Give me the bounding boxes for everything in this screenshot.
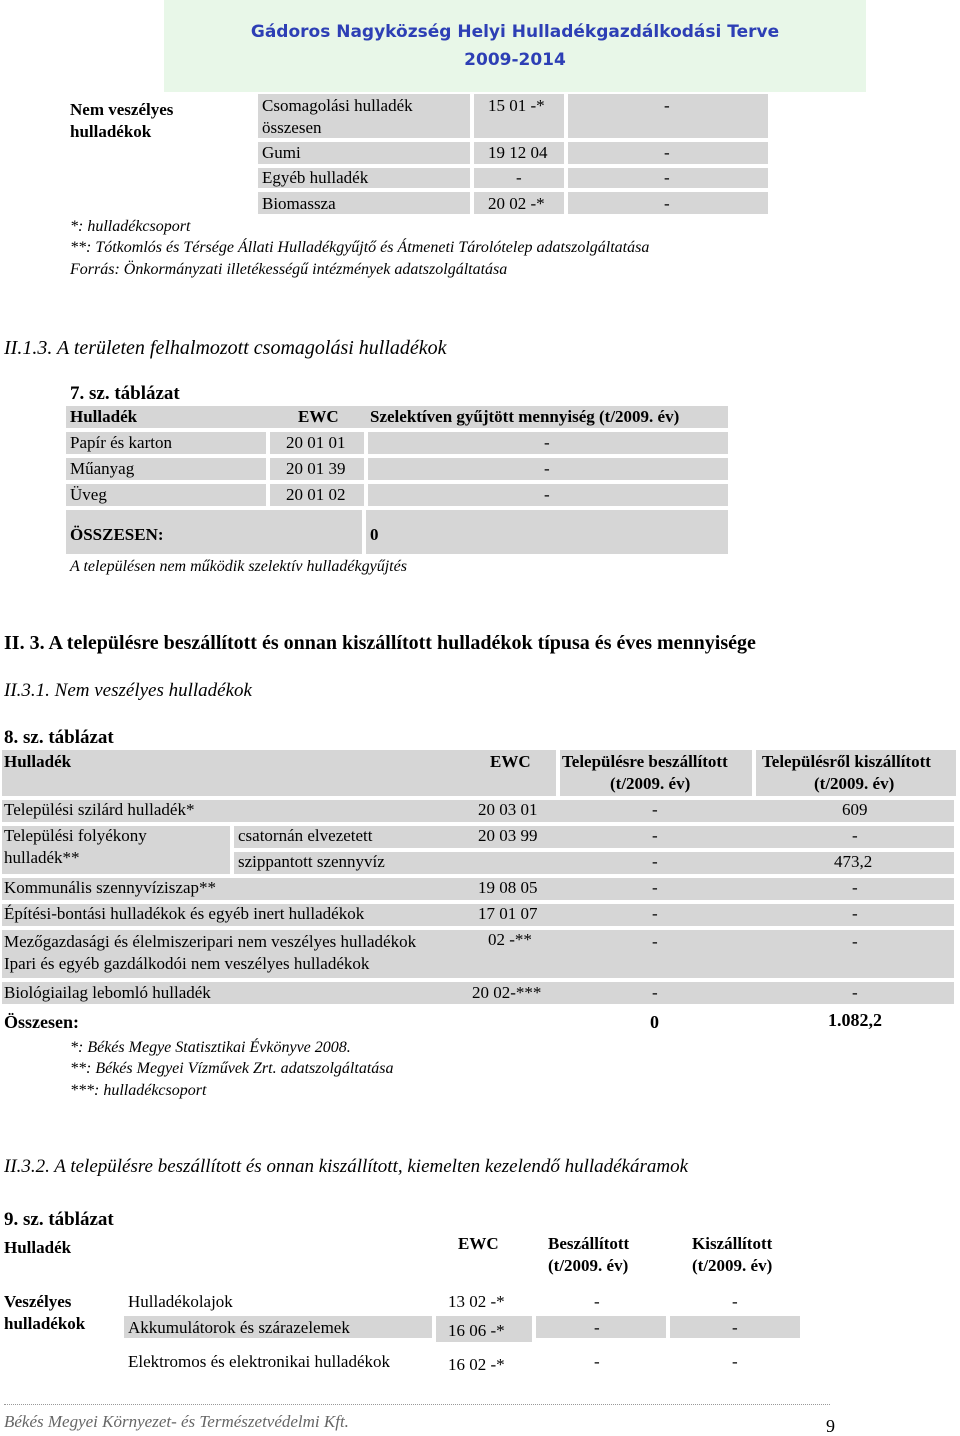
- t8-row3-name: Kommunális szennyvíziszap**: [4, 878, 216, 897]
- section-heading-ii-3: II. 3. A településre beszállított és onnan kiszállított hulladékok típusa és éves mennyisége: [4, 632, 756, 654]
- t8-row5-name-2: Ipari és egyéb gazdálkodói nem veszélyes hulladékok: [4, 954, 370, 973]
- t7-row1-val: -: [544, 433, 550, 452]
- t7-total-value: 0: [370, 525, 379, 544]
- t9-header-out-unit: (t/2009. év): [692, 1256, 773, 1275]
- t8-row2a-out: -: [852, 826, 858, 845]
- t9-header-hulladek: Hulladék: [4, 1238, 72, 1257]
- t9-row2-in: -: [594, 1318, 600, 1337]
- t7-row2-ewc: 20 01 39: [286, 459, 346, 478]
- t7-header-hulladek: Hulladék: [70, 407, 138, 426]
- t6-row2-val: -: [664, 143, 670, 162]
- section-heading-ii-3-2: II.3.2. A településre beszállított és onnan kiszállított, kiemelten kezelendő hulladékáramok: [4, 1156, 689, 1177]
- t8-row1-ewc: 20 03 01: [478, 800, 538, 819]
- t9-row-bg: [536, 1316, 666, 1338]
- t6-row1-val: -: [664, 96, 670, 115]
- section-heading-ii-3-1: II.3.1. Nem veszélyes hulladékok: [4, 680, 252, 701]
- t9-row1-name: Hulladékolajok: [128, 1292, 233, 1311]
- t7-header-ewc: EWC: [298, 407, 339, 426]
- t8-row6-in: -: [652, 983, 658, 1002]
- t6-row4-ewc: 20 02 -*: [488, 194, 545, 213]
- section-heading-ii-1-3: II.1.3. A területen felhalmozott csomagolási hulladékok: [4, 337, 447, 359]
- t8-header-out: Településről kiszállított: [762, 752, 931, 771]
- t9-row1-out: -: [732, 1292, 738, 1311]
- t8-header-in-unit: (t/2009. év): [610, 774, 691, 793]
- t7-row3-name: Üveg: [70, 485, 107, 504]
- t6-note-1: *: hulladékcsoport: [70, 218, 191, 235]
- t9-header-out: Kiszállított: [692, 1234, 773, 1253]
- t6-row2-name: Gumi: [262, 143, 301, 162]
- t8-header-bg: [2, 750, 556, 796]
- page-header: [164, 0, 866, 92]
- t9-row3-in: -: [594, 1352, 600, 1371]
- t9-caption: 9. sz. táblázat: [4, 1209, 114, 1230]
- t9-row1-ewc: 13 02 -*: [448, 1292, 505, 1311]
- t7-note: A településen nem működik szelektív hulladékgyűjtés: [70, 558, 407, 575]
- t6-note-3: Forrás: Önkormányzati illetékességű intézmények adatszolgáltatása: [70, 261, 508, 278]
- t9-row2-out: -: [732, 1318, 738, 1337]
- t9-header-ewc: EWC: [458, 1234, 499, 1253]
- t8-row6-ewc: 20 02-***: [472, 983, 542, 1002]
- t8-row3-in: -: [652, 878, 658, 897]
- t7-total-label: ÖSSZESEN:: [70, 525, 164, 544]
- t8-total-out: 1.082,2: [828, 1010, 882, 1030]
- t7-row3-val: -: [544, 485, 550, 504]
- header-years: 2009-2014: [464, 50, 566, 70]
- t8-row5-name-1: Mezőgazdasági és élelmiszeripari nem veszélyes hulladékok: [4, 932, 417, 951]
- t8-row2-label-1: Települési folyékony: [4, 826, 147, 845]
- t8-row4-in: -: [652, 904, 658, 923]
- t8-row1-in: -: [652, 800, 658, 819]
- t7-caption: 7. sz. táblázat: [70, 383, 180, 404]
- t6-row3-val: -: [664, 168, 670, 187]
- t9-row1-in: -: [594, 1292, 600, 1311]
- t6-left-label-2: hulladékok: [70, 122, 152, 141]
- t9-row2-ewc: 16 06 -*: [448, 1321, 505, 1340]
- t8-row1-name: Települési szilárd hulladék*: [4, 800, 195, 819]
- t8-row2a-ewc: 20 03 99: [478, 826, 538, 845]
- t8-row6-out: -: [852, 983, 858, 1002]
- t8-row4-out: -: [852, 904, 858, 923]
- t6-row3-name: Egyéb hulladék: [262, 168, 369, 187]
- t7-row1-ewc: 20 01 01: [286, 433, 346, 452]
- t8-row2a-in: -: [652, 826, 658, 845]
- t6-note-2: **: Tótkomlós és Térsége Állati Hulladékgyűjtő és Átmeneti Tárolótelep adatszolgáltatása: [70, 239, 650, 256]
- t8-header-hulladek: Hulladék: [4, 752, 72, 771]
- t9-left-label-1: Veszélyes: [4, 1292, 72, 1311]
- footer-divider: [4, 1404, 830, 1405]
- t8-row5-ewc: 02 -**: [488, 930, 532, 949]
- t7-header-amount: Szelektíven gyűjtött mennyiség (t/2009. év): [370, 407, 680, 426]
- t8-row2b-name: szippantott szennyvíz: [238, 852, 385, 871]
- t8-row5-in: -: [652, 932, 658, 951]
- t8-row6-name: Biológiailag lebomló hulladék: [4, 983, 211, 1002]
- t7-row2-name: Műanyag: [70, 459, 135, 478]
- t7-row2-val: -: [544, 459, 550, 478]
- t8-total-label: Összesen:: [4, 1012, 79, 1032]
- footer-company: Békés Megyei Környezet- és Természetvédelmi Kft.: [4, 1412, 349, 1431]
- t8-row3-out: -: [852, 878, 858, 897]
- t8-header-ewc: EWC: [490, 752, 531, 771]
- t8-note-2: **: Békés Megyei Vízművek Zrt. adatszolgáltatása: [70, 1060, 394, 1077]
- t8-header-in: Településre beszállított: [562, 752, 728, 771]
- t8-row1-out: 609: [842, 800, 868, 819]
- t6-row1-ewc: 15 01 -*: [488, 96, 545, 115]
- t7-row3-ewc: 20 01 02: [286, 485, 346, 504]
- t8-total-in: 0: [650, 1012, 659, 1032]
- t8-row4-name: Építési-bontási hulladékok és egyéb inert hulladékok: [4, 904, 365, 923]
- t6-row3-ewc: -: [516, 168, 522, 187]
- t8-row3-ewc: 19 08 05: [478, 878, 538, 897]
- t8-caption: 8. sz. táblázat: [4, 727, 114, 748]
- t8-row4-ewc: 17 01 07: [478, 904, 538, 923]
- t7-total-bg: [366, 510, 728, 554]
- t9-header-in: Beszállított: [548, 1234, 630, 1253]
- t6-row1-name-1: Csomagolási hulladék: [262, 96, 413, 115]
- t6-row4-name: Biomassza: [262, 194, 336, 213]
- t9-left-label-2: hulladékok: [4, 1314, 86, 1333]
- t8-note-3: ***: hulladékcsoport: [70, 1082, 207, 1099]
- t9-row2-name: Akkumulátorok és szárazelemek: [128, 1318, 350, 1337]
- header-title: Gádoros Nagyközség Helyi Hulladékgazdálkodási Terve: [250, 22, 780, 42]
- t8-row2a-name: csatornán elvezetett: [238, 826, 373, 845]
- t6-row1-name-2: összesen: [262, 118, 322, 137]
- t9-header-in-unit: (t/2009. év): [548, 1256, 629, 1275]
- t8-header-out-unit: (t/2009. év): [814, 774, 895, 793]
- t9-row3-ewc: 16 02 -*: [448, 1355, 505, 1374]
- t7-row1-name: Papír és karton: [70, 433, 172, 452]
- t6-left-label-1: Nem veszélyes: [70, 100, 174, 119]
- t9-row3-out: -: [732, 1352, 738, 1371]
- t8-row2b-in: -: [652, 852, 658, 871]
- t8-row2-label-2: hulladék**: [4, 848, 80, 867]
- t8-row5-out: -: [852, 932, 858, 951]
- t9-row3-name: Elektromos és elektronikai hulladékok: [128, 1352, 391, 1371]
- page-number: 9: [826, 1416, 835, 1436]
- t8-row2b-out: 473,2: [834, 852, 873, 871]
- t6-row4-val: -: [664, 194, 670, 213]
- t8-note-1: *: Békés Megye Statisztikai Évkönyve 2008.: [70, 1039, 351, 1056]
- t6-row2-ewc: 19 12 04: [488, 143, 548, 162]
